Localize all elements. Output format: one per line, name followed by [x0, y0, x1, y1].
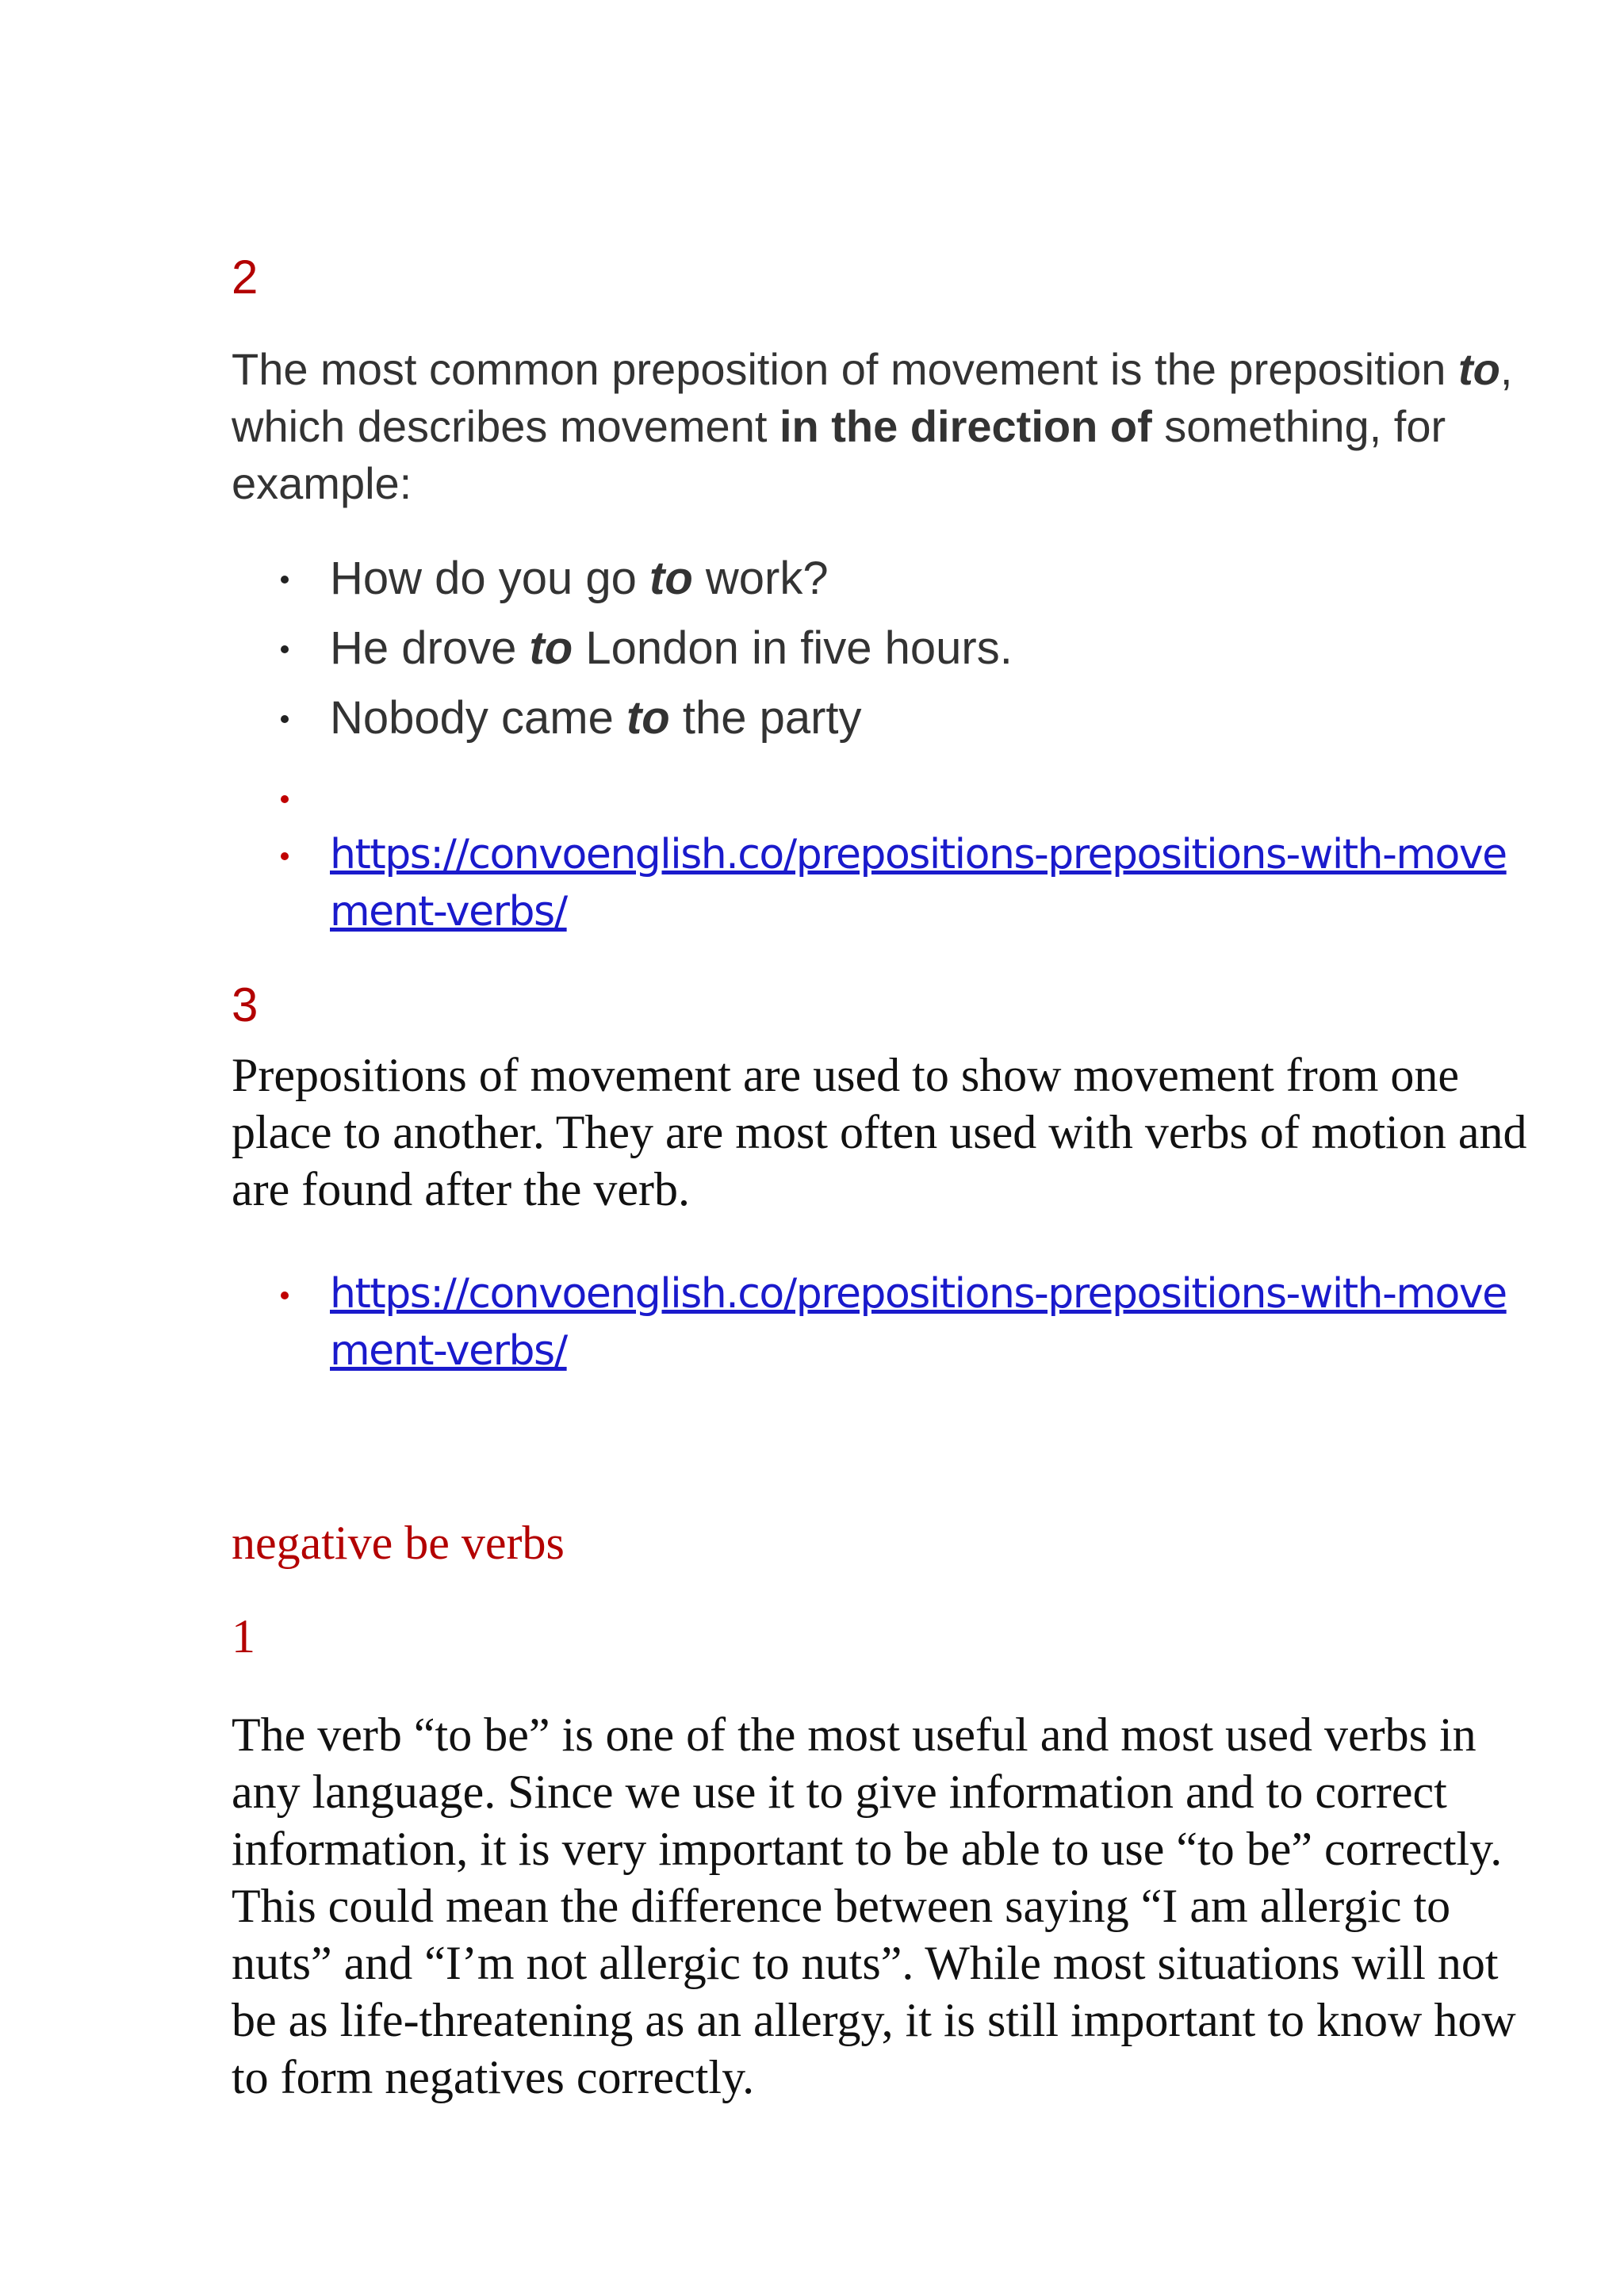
bullet-icon [281, 852, 289, 860]
source-link[interactable]: https://convoenglish.co/prepositions-prepositions-with-movement-verbs/ [330, 831, 1507, 936]
bullet-icon [281, 715, 289, 723]
list-item [232, 544, 1013, 614]
para-bold-direction: in the direction of [779, 401, 1152, 451]
para-text-5: something, for example: [232, 401, 1446, 508]
bullet-icon [281, 795, 289, 803]
example-before: Nobody came [330, 692, 626, 744]
section-3-links-list [232, 1265, 1535, 1380]
example-after: London in five hours. [573, 622, 1013, 674]
section-2-paragraph [232, 341, 1532, 512]
examples-list [232, 544, 1013, 753]
example-after: the party [669, 692, 862, 744]
list-item [232, 683, 1013, 753]
para-text-1: The most common preposition of movement is the preposition [232, 344, 1458, 394]
section-3-paragraph: Prepositions of movement are used to show movement from one place to another. They are most often used with verbs of motion and are found after the verb. [232, 1049, 1527, 1215]
section-number-1: 1 [232, 1610, 255, 1663]
section-number-2: 2 [232, 251, 259, 304]
section-heading-negative-be-verbs: negative be verbs [232, 1517, 565, 1569]
list-item [232, 826, 1535, 940]
example-emphasis: to [649, 553, 693, 604]
list-item [232, 1265, 1535, 1380]
example-before: How do you go [330, 553, 650, 604]
example-before: He drove [330, 622, 530, 674]
negative-be-verbs-paragraph: The verb “to be” is one of the most useful and most used verbs in any language. Since we use it to give information and to correct information, it is very important to be able to use “to be” correctly. This could mean the difference between saying “I am allergic to nuts” and “I’m not allergic to nuts”. While most situations will not be as life-threatening as an allergy, it is still important to know how to form negatives correctly. [232, 1709, 1516, 2103]
para-emphasis-to: to [1457, 344, 1500, 394]
bullet-icon [281, 1292, 289, 1299]
section-2-links-list [232, 769, 1535, 940]
bullet-icon [281, 645, 289, 653]
example-after: work? [692, 553, 829, 604]
para-text-3: , which describes movement [232, 344, 1513, 451]
source-link[interactable]: https://convoenglish.co/prepositions-prepositions-with-movement-verbs/ [330, 1270, 1507, 1375]
bullet-icon [281, 576, 289, 584]
example-emphasis: to [529, 622, 573, 674]
example-emphasis: to [626, 692, 670, 744]
section-number-3: 3 [232, 978, 259, 1031]
list-item [232, 614, 1013, 683]
list-item-empty [232, 769, 1535, 826]
